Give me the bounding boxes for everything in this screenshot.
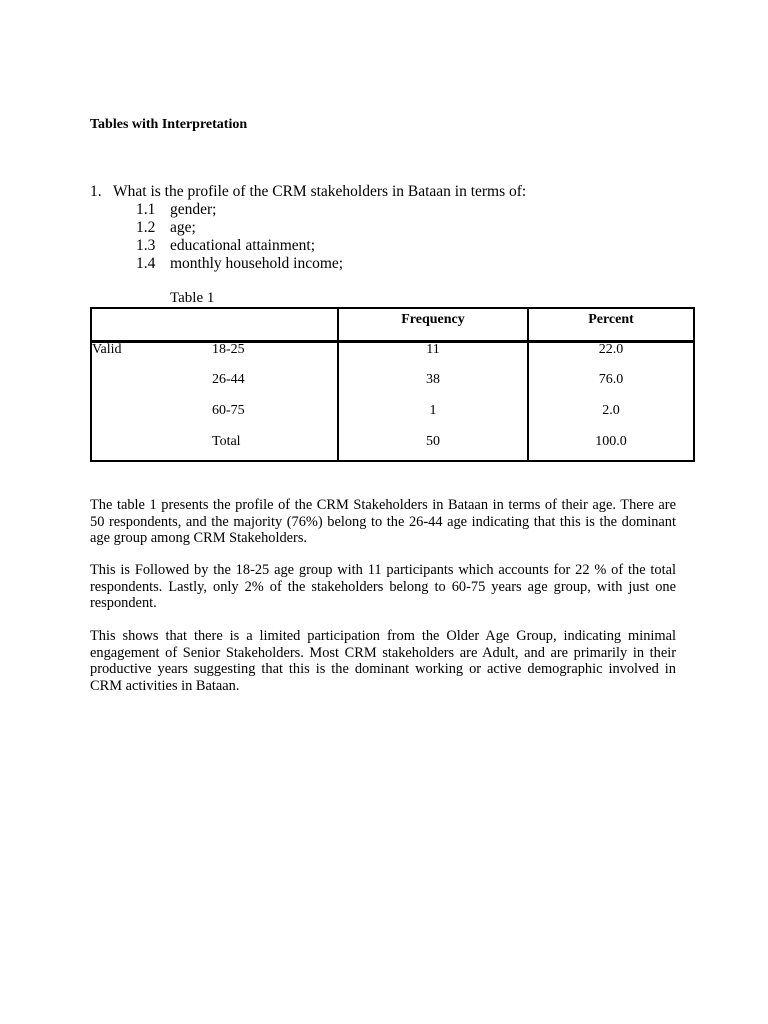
age-frequency-table (90, 307, 695, 462)
header-frequency: Frequency (401, 312, 465, 327)
row-category: 26-44 (212, 372, 245, 387)
row-percent: 22.0 (598, 342, 624, 357)
row-frequency: 11 (426, 342, 440, 357)
sub-item-text: age; (170, 219, 196, 236)
row-percent: 2.0 (602, 403, 620, 418)
interpretation-paragraph: This is Followed by the 18-25 age group with 11 participants which accounts for 22 % of the total respondents. Lastly, only 2% of the stakeholders belong to 60-75 years age group, with just one respondent. (90, 562, 676, 611)
sub-item-number: 1.2 (136, 219, 156, 236)
row-category: 60-75 (212, 403, 245, 418)
question-number: 1. (90, 183, 102, 200)
sub-item-number: 1.4 (136, 255, 156, 272)
question-text: What is the profile of the CRM stakeholders in Bataan in terms of: (113, 183, 527, 200)
row-percent: 76.0 (598, 372, 624, 387)
table-header-row (92, 309, 693, 343)
header-percent: Percent (588, 312, 634, 327)
row-frequency: 50 (426, 434, 440, 449)
sub-item-text: monthly household income; (170, 255, 344, 272)
table-caption: Table 1 (170, 290, 215, 306)
sub-item-text: educational attainment; (170, 237, 316, 254)
row-percent: 100.0 (595, 434, 627, 449)
page-title: Tables with Interpretation (90, 117, 248, 132)
sub-item-number: 1.1 (136, 201, 156, 218)
row-category: 18-25 (212, 342, 245, 357)
interpretation-paragraph: The table 1 presents the profile of the CRM Stakeholders in Bataan in terms of their age. There are 50 respondents, and the majority (76%) belong to the 26-44 age indicating that this is the dominant age group among CRM Stakeholders. (90, 497, 676, 546)
sub-item-text: gender; (170, 201, 217, 218)
interpretation-paragraph: This shows that there is a limited participation from the Older Age Group, indicating minimal engagement of Senior Stakeholders. Most CRM stakeholders are Adult, and are primarily in their productive years suggesting that this is the dominant working or active demographic involved in CRM activities in Bataan. (90, 628, 676, 694)
row-frequency: 38 (426, 372, 440, 387)
valid-label: Valid (92, 342, 122, 357)
row-category: Total (212, 434, 241, 449)
sub-item-number: 1.3 (136, 237, 156, 254)
row-frequency: 1 (429, 403, 437, 418)
